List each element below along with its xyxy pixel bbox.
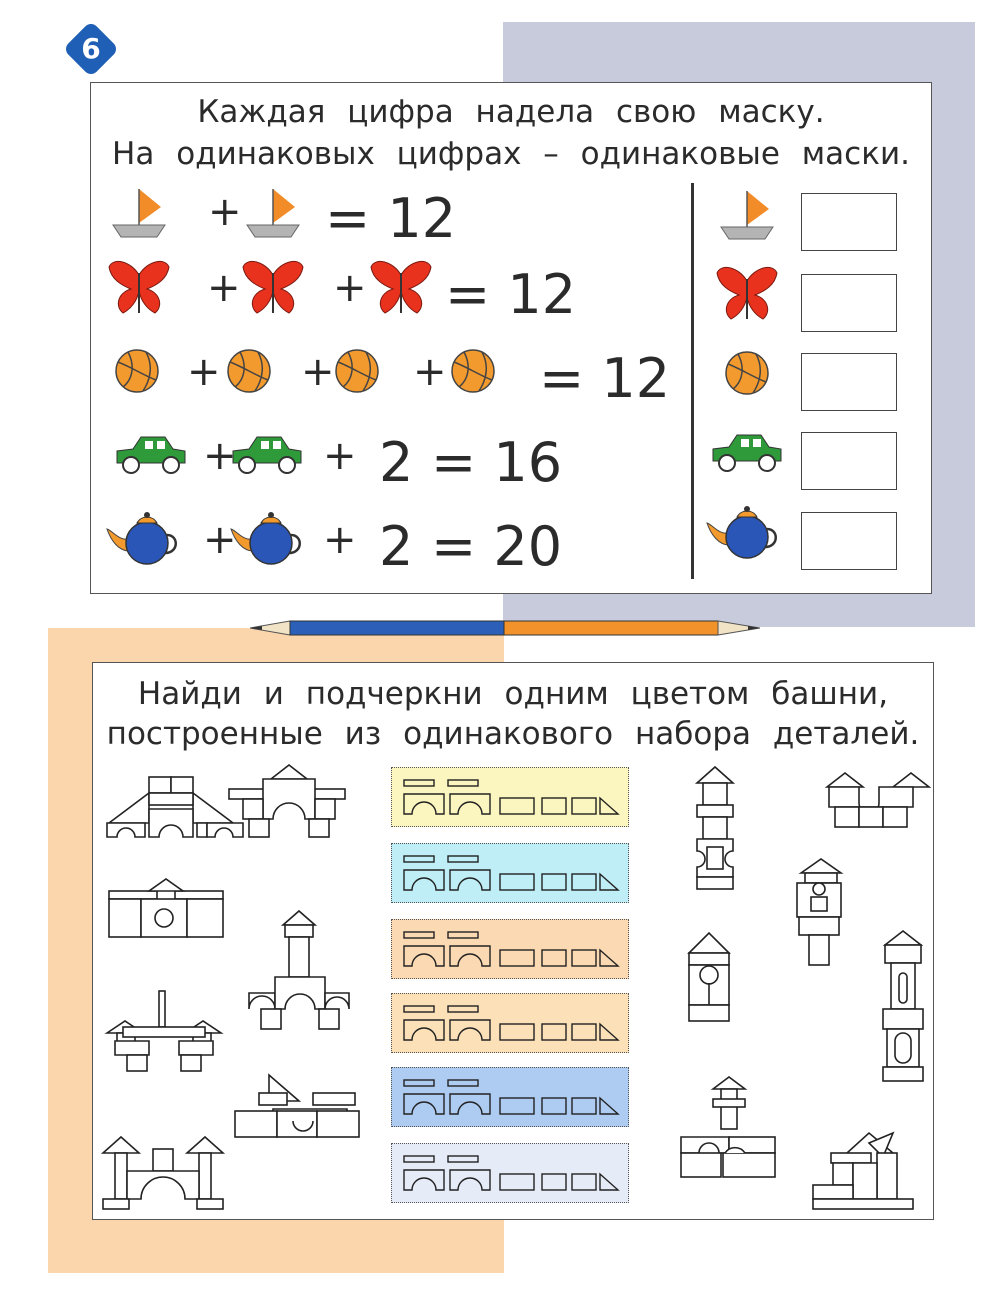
page-number-badge bbox=[62, 20, 120, 78]
answer-box-teapot[interactable] bbox=[801, 512, 897, 570]
car-icon bbox=[117, 437, 185, 473]
equation-result: = 16 bbox=[431, 431, 563, 494]
answer-box-butterfly[interactable] bbox=[801, 274, 897, 332]
towers-drawing bbox=[93, 663, 935, 1221]
tower-3[interactable] bbox=[109, 879, 223, 937]
tower-6[interactable] bbox=[235, 1075, 359, 1137]
answer-box-ball[interactable] bbox=[801, 353, 897, 411]
teapot-icon bbox=[231, 512, 300, 564]
butterfly-icon bbox=[243, 261, 303, 313]
plus-sign: + bbox=[333, 265, 367, 311]
pencil-divider-icon bbox=[250, 614, 760, 642]
plus-sign: + bbox=[203, 517, 237, 563]
butterfly-icon bbox=[371, 261, 431, 313]
plus-sign: + bbox=[187, 349, 221, 395]
task2-title-line2: построенные из одинакового набора деталей. bbox=[106, 716, 920, 752]
plus-sign: + bbox=[323, 517, 357, 563]
answer-car-icon bbox=[713, 435, 781, 471]
butterfly-icon bbox=[109, 261, 169, 313]
equation-result: = 20 bbox=[431, 515, 563, 578]
plus-sign: + bbox=[413, 349, 447, 395]
tower-12[interactable] bbox=[883, 931, 923, 1081]
addend-number: 2 bbox=[379, 515, 414, 578]
addend-number: 2 bbox=[379, 431, 414, 494]
plus-sign: + bbox=[323, 433, 357, 479]
equation-result: = 12 bbox=[325, 187, 457, 250]
plus-sign: + bbox=[301, 349, 335, 395]
task1-title-line1: Каждая цифра надела свою маску. bbox=[197, 94, 825, 130]
task-masks-panel bbox=[90, 82, 932, 594]
boat-icon bbox=[113, 189, 165, 237]
ball-icon bbox=[336, 350, 378, 392]
answer-teapot-icon bbox=[707, 506, 776, 558]
task-towers-panel bbox=[92, 662, 934, 1220]
answer-ball-icon bbox=[726, 352, 768, 394]
tower-5[interactable] bbox=[107, 991, 221, 1071]
tower-7[interactable] bbox=[103, 1137, 223, 1209]
tower-2[interactable] bbox=[229, 765, 345, 837]
task1-title-line2: На одинаковых цифрах – одинаковые маски. bbox=[112, 136, 910, 172]
ball-icon bbox=[228, 350, 270, 392]
ball-icon bbox=[452, 350, 494, 392]
car-icon bbox=[233, 437, 301, 473]
answer-boat-icon bbox=[721, 191, 773, 239]
tower-11[interactable] bbox=[689, 933, 729, 1021]
page-number: 6 bbox=[81, 32, 101, 65]
tower-13[interactable] bbox=[681, 1077, 775, 1177]
boat-icon bbox=[247, 189, 299, 237]
answer-box-car[interactable] bbox=[801, 432, 897, 490]
tower-9[interactable] bbox=[827, 773, 929, 827]
answer-box-boat[interactable] bbox=[801, 193, 897, 251]
tower-10[interactable] bbox=[797, 859, 841, 965]
plus-sign: + bbox=[207, 265, 241, 311]
equation-result: = 12 bbox=[539, 347, 671, 410]
teapot-icon bbox=[107, 512, 176, 564]
plus-sign: + bbox=[203, 433, 237, 479]
tower-4[interactable] bbox=[249, 911, 349, 1029]
answer-butterfly-icon bbox=[717, 267, 777, 319]
plus-sign: + bbox=[208, 189, 242, 235]
task2-title-line1: Найди и подчеркни одним цветом башни, bbox=[137, 676, 889, 712]
tower-8[interactable] bbox=[697, 767, 733, 889]
equation-result: = 12 bbox=[445, 263, 577, 326]
tower-14[interactable] bbox=[813, 1133, 913, 1209]
ball-icon bbox=[116, 350, 158, 392]
tower-1[interactable] bbox=[107, 777, 243, 837]
